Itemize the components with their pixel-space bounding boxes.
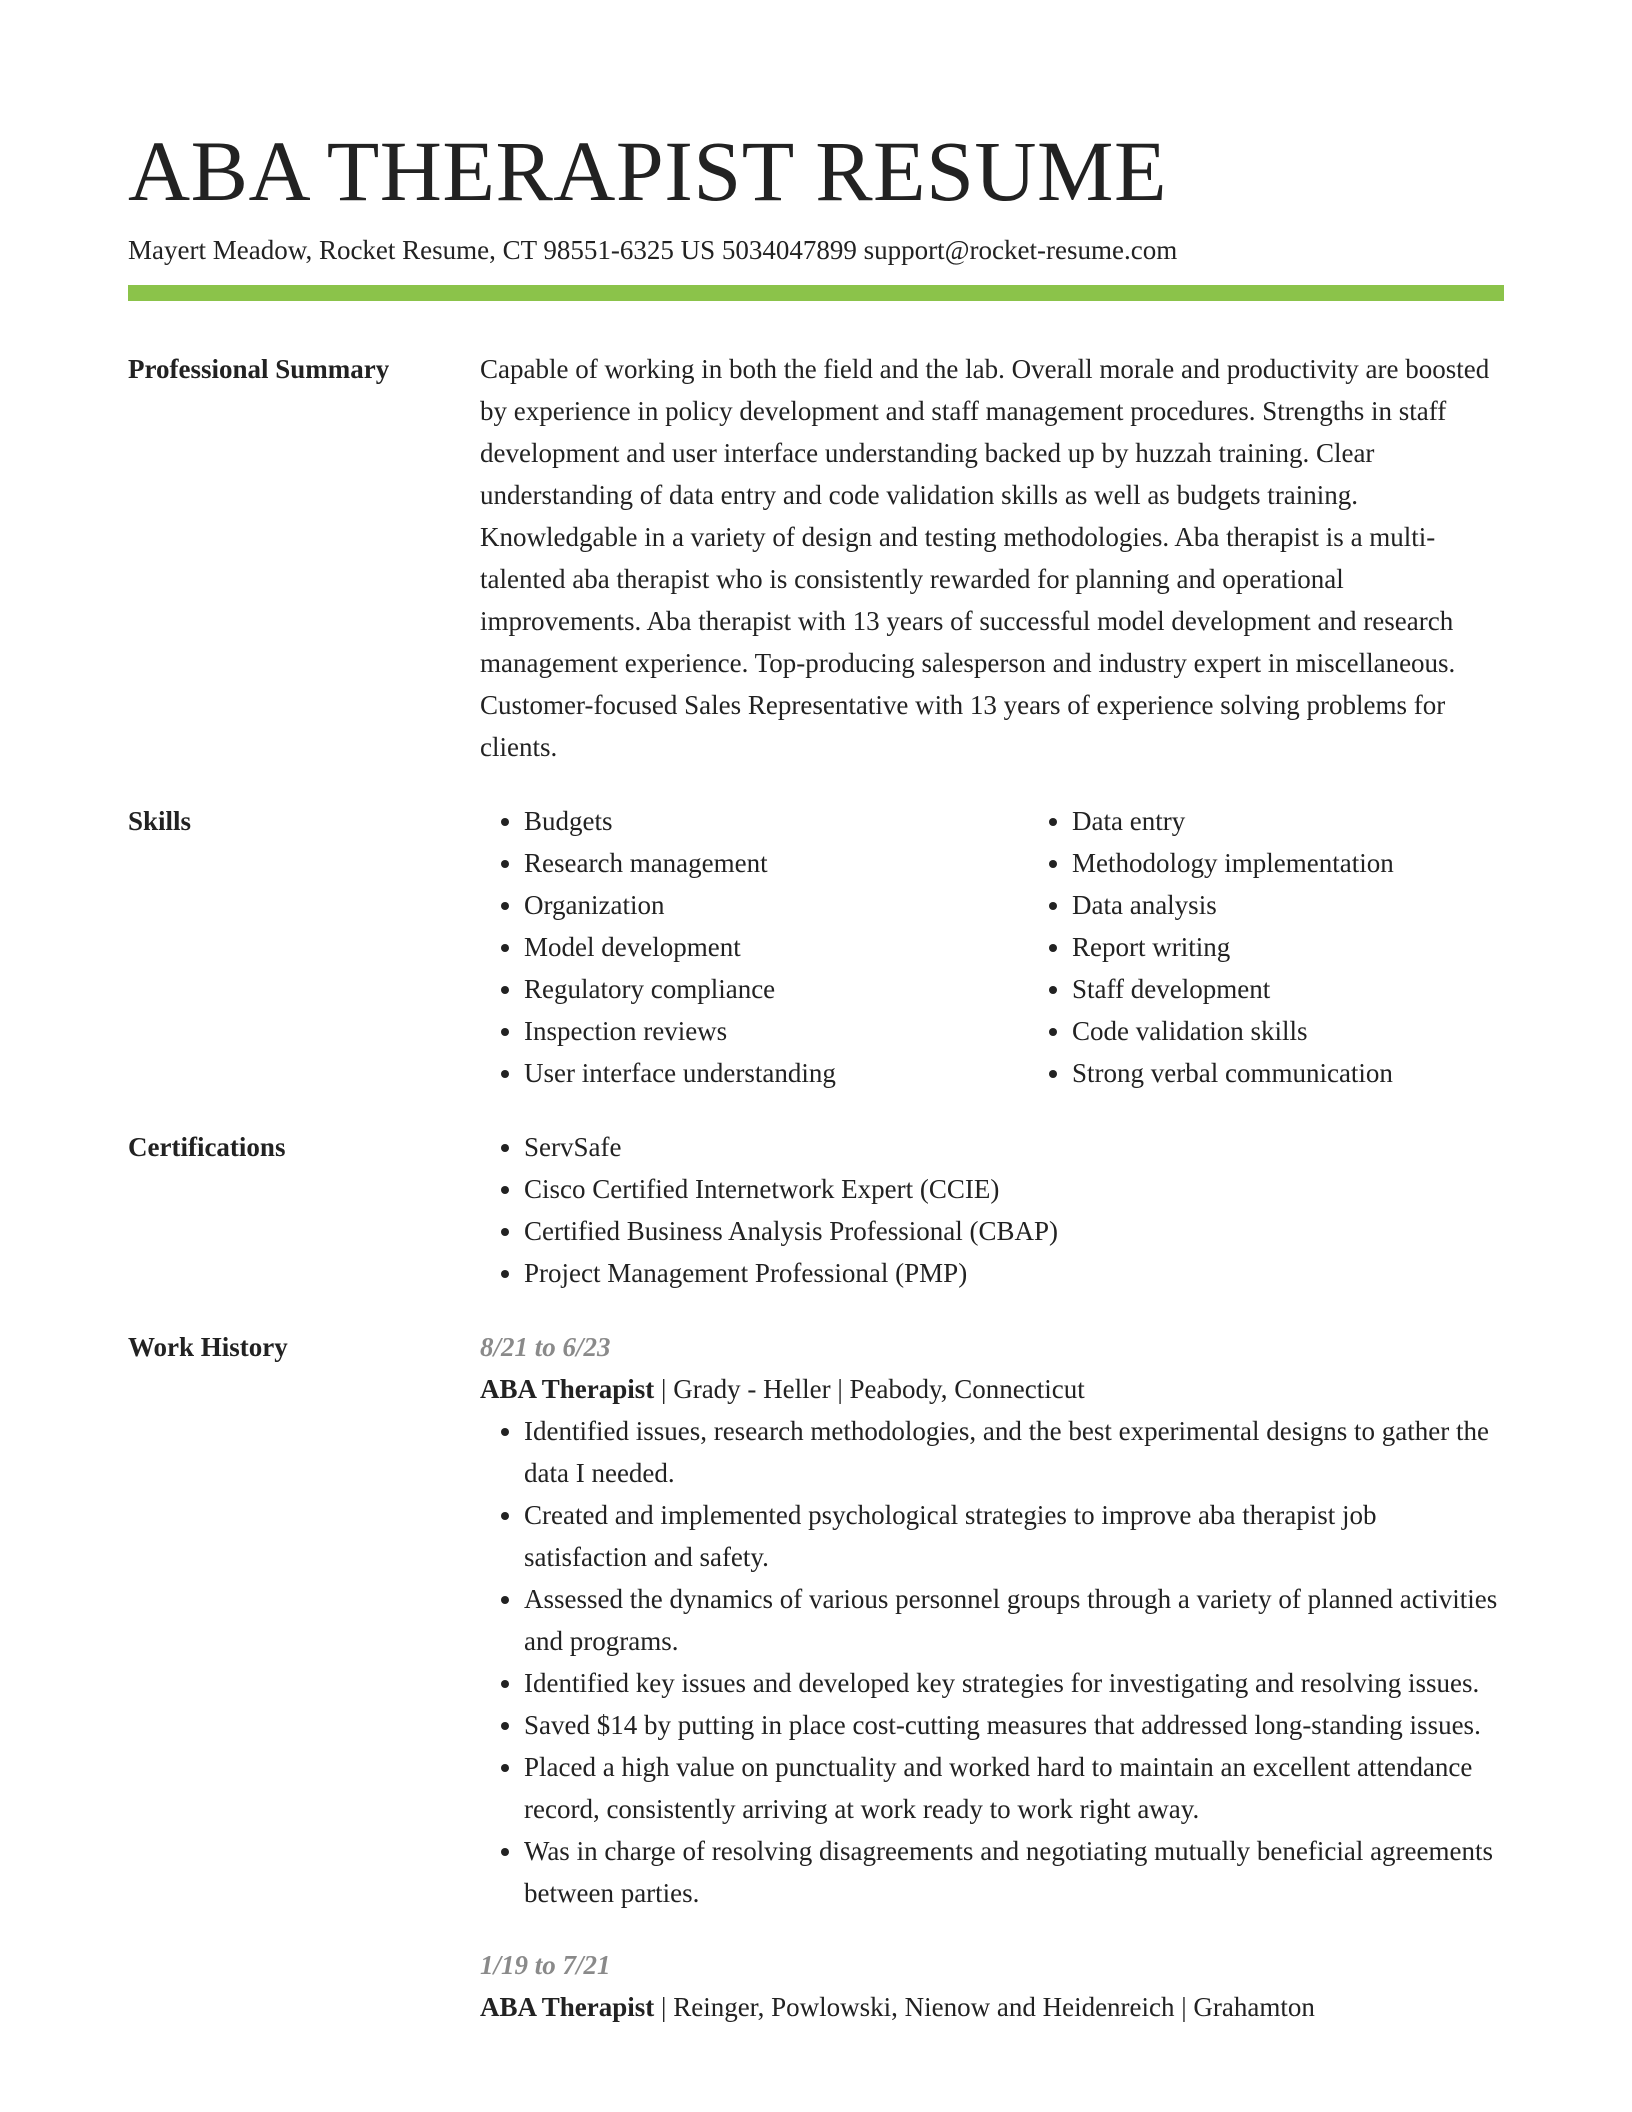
- job-dates: 1/19 to 7/21: [480, 1950, 611, 1980]
- job-details: | Grady - Heller | Peabody, Connecticut: [654, 1374, 1085, 1404]
- skill-item: • Report writing: [1072, 926, 1532, 968]
- skills-columns: [480, 800, 1504, 1094]
- accent-divider: [128, 285, 1504, 301]
- summary-label: Professional Summary: [128, 354, 390, 384]
- job-role: ABA Therapist: [480, 1992, 655, 2022]
- skill-item: • Inspection reviews: [524, 1010, 984, 1052]
- skill-item: • Model development: [524, 926, 984, 968]
- skill-item: • Data entry: [1072, 800, 1532, 842]
- job-bullet: • Was in charge of resolving disagreements and negotiating mutually beneficial agreements between parties.: [524, 1830, 1504, 1914]
- skill-item: • User interface understanding: [524, 1052, 984, 1094]
- job-bullet: • Assessed the dynamics of various personnel groups through a variety of planned activities and programs.: [524, 1578, 1504, 1662]
- work-history-body: [480, 1326, 1504, 2028]
- job-bullets: [480, 1410, 1504, 1914]
- skill-item: • Methodology implementation: [1072, 842, 1532, 884]
- summary-text: Capable of working in both the field and the lab. Overall morale and productivity are boosted by experience in policy development and staff management procedures. Strengths in staff development and user interface understanding backed up by huzzah training. Clear understanding of data entry and code validation skills as well as budgets training. Knowledgable in a variety of design and testing methodologies. Aba therapist is a multi-talented aba therapist who is consistently rewarded for planning and operational improvements. Aba therapist with 13 years of successful model development and research management experience. Top-producing salesperson and industry expert in miscellaneous. Customer-focused Sales Representative with 13 years of experience solving problems for clients.: [480, 354, 1490, 762]
- job-entry: [480, 1326, 1504, 1914]
- certifications-list: [480, 1126, 1504, 1294]
- certification-item: • Certified Business Analysis Professional (CBAP): [524, 1210, 1504, 1252]
- certifications-body: [480, 1126, 1504, 1294]
- job-role: ABA Therapist: [480, 1374, 655, 1404]
- certification-item: • Project Management Professional (PMP): [524, 1252, 1504, 1294]
- job-bullet: • Saved $14 by putting in place cost-cutting measures that addressed long-standing issues.: [524, 1704, 1504, 1746]
- job-bullet: • Placed a high value on punctuality and worked hard to maintain an excellent attendance record, consistently arriving at work ready to work right away.: [524, 1746, 1504, 1830]
- certification-item: • ServSafe: [524, 1126, 1504, 1168]
- summary-body: [480, 348, 1504, 768]
- skill-item: • Data analysis: [1072, 884, 1532, 926]
- skill-item: • Strong verbal communication: [1072, 1052, 1532, 1094]
- skill-item: • Organization: [524, 884, 984, 926]
- job-bullet: • Identified issues, research methodologies, and the best experimental designs to gather the data I needed.: [524, 1410, 1504, 1494]
- job-dates: 8/21 to 6/23: [480, 1332, 611, 1362]
- skill-item: • Budgets: [524, 800, 984, 842]
- skill-item: • Staff development: [1072, 968, 1532, 1010]
- skills-label: Skills: [128, 806, 192, 836]
- contact-line: Mayert Meadow, Rocket Resume, CT 98551-6325 US 5034047899 support@rocket-resume.com: [128, 235, 1178, 265]
- certification-item: • Cisco Certified Internetwork Expert (CCIE): [524, 1168, 1504, 1210]
- job-details: | Reinger, Powlowski, Nienow and Heidenreich | Grahamton: [654, 1992, 1315, 2022]
- skills-list-right: [1028, 800, 1532, 1094]
- job-title-line: [480, 1986, 1504, 2028]
- job-bullet: • Identified key issues and developed key strategies for investigating and resolving issues.: [524, 1662, 1504, 1704]
- resume-title: ABA THERAPIST RESUME: [128, 123, 1168, 219]
- skill-item: • Code validation skills: [1072, 1010, 1532, 1052]
- job-title-line: [480, 1368, 1504, 1410]
- skill-item: • Regulatory compliance: [524, 968, 984, 1010]
- certifications-label: Certifications: [128, 1132, 286, 1162]
- job-entry: [480, 1944, 1504, 2028]
- skills-list-left: [480, 800, 984, 1094]
- work-history-label: Work History: [128, 1332, 288, 1362]
- skill-item: • Research management: [524, 842, 984, 884]
- job-bullet: • Created and implemented psychological strategies to improve aba therapist job satisfaction and safety.: [524, 1494, 1504, 1578]
